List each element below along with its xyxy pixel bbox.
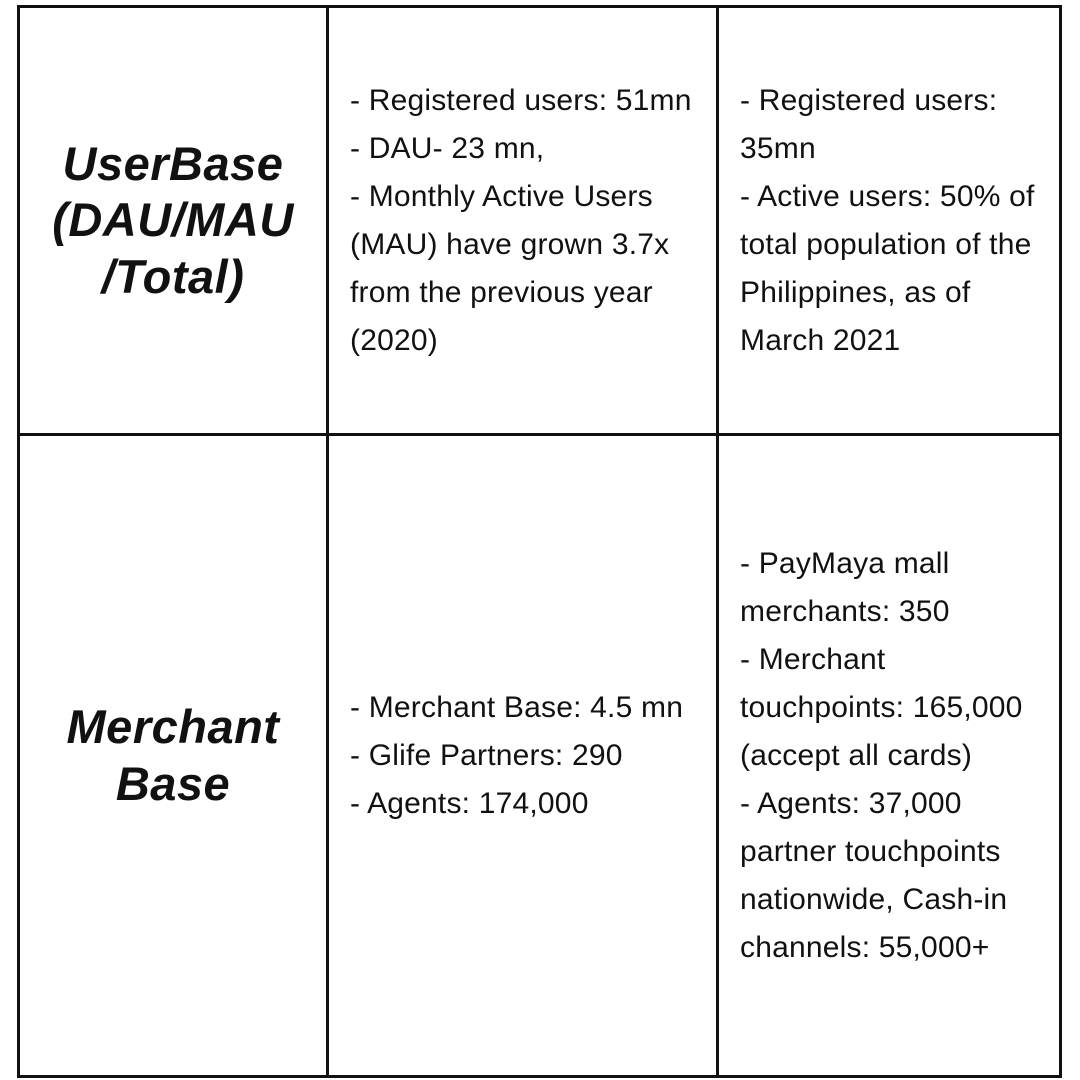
row-label-cell-userbase xyxy=(20,8,329,436)
list-item: - Agents: 174,000 xyxy=(350,786,589,820)
row-label-cell-merchant-base xyxy=(20,436,329,1075)
row-label-line: (DAU/MAU xyxy=(52,193,294,247)
row-label-line: Base xyxy=(115,756,231,810)
table-cell-merchant-col2 xyxy=(329,436,719,1075)
bullet-list xyxy=(740,77,1051,365)
bullet-list xyxy=(350,77,708,365)
row-label-line: UserBase xyxy=(62,136,284,190)
table-cell-userbase-col2 xyxy=(329,8,719,436)
list-item: - Registered users: 51mn xyxy=(350,83,692,117)
list-item: - PayMaya mall merchants: 350 xyxy=(740,546,950,628)
table-cell-userbase-col3 xyxy=(719,8,1059,436)
list-item: - Merchant Base: 4.5 mn xyxy=(350,690,684,724)
table-cell-merchant-col3 xyxy=(719,436,1059,1075)
list-item: - Active users: 50% of total population of the Philippines, as of March 2021 xyxy=(740,179,1035,357)
list-item: - Registered users: 35mn xyxy=(740,83,998,165)
list-item: - Glife Partners: 290 xyxy=(350,738,623,772)
list-item: - Agents: 37,000 partner touchpoints nationwide, Cash-in channels: 55,000+ xyxy=(740,786,1008,964)
bullet-list xyxy=(740,540,1051,972)
row-label-userbase xyxy=(46,136,300,305)
list-item: - Monthly Active Users (MAU) have grown 3.7x from the previous year (2020) xyxy=(350,179,670,357)
row-label-line: Merchant xyxy=(66,700,280,754)
row-label-merchant-base xyxy=(61,699,286,812)
row-label-line: /Total) xyxy=(101,249,245,303)
list-item: - DAU- 23 mn, xyxy=(350,131,545,165)
list-item: - Merchant touchpoints: 165,000 (accept all cards) xyxy=(740,642,1023,772)
bullet-list xyxy=(350,684,683,828)
comparison-table xyxy=(17,5,1062,1078)
